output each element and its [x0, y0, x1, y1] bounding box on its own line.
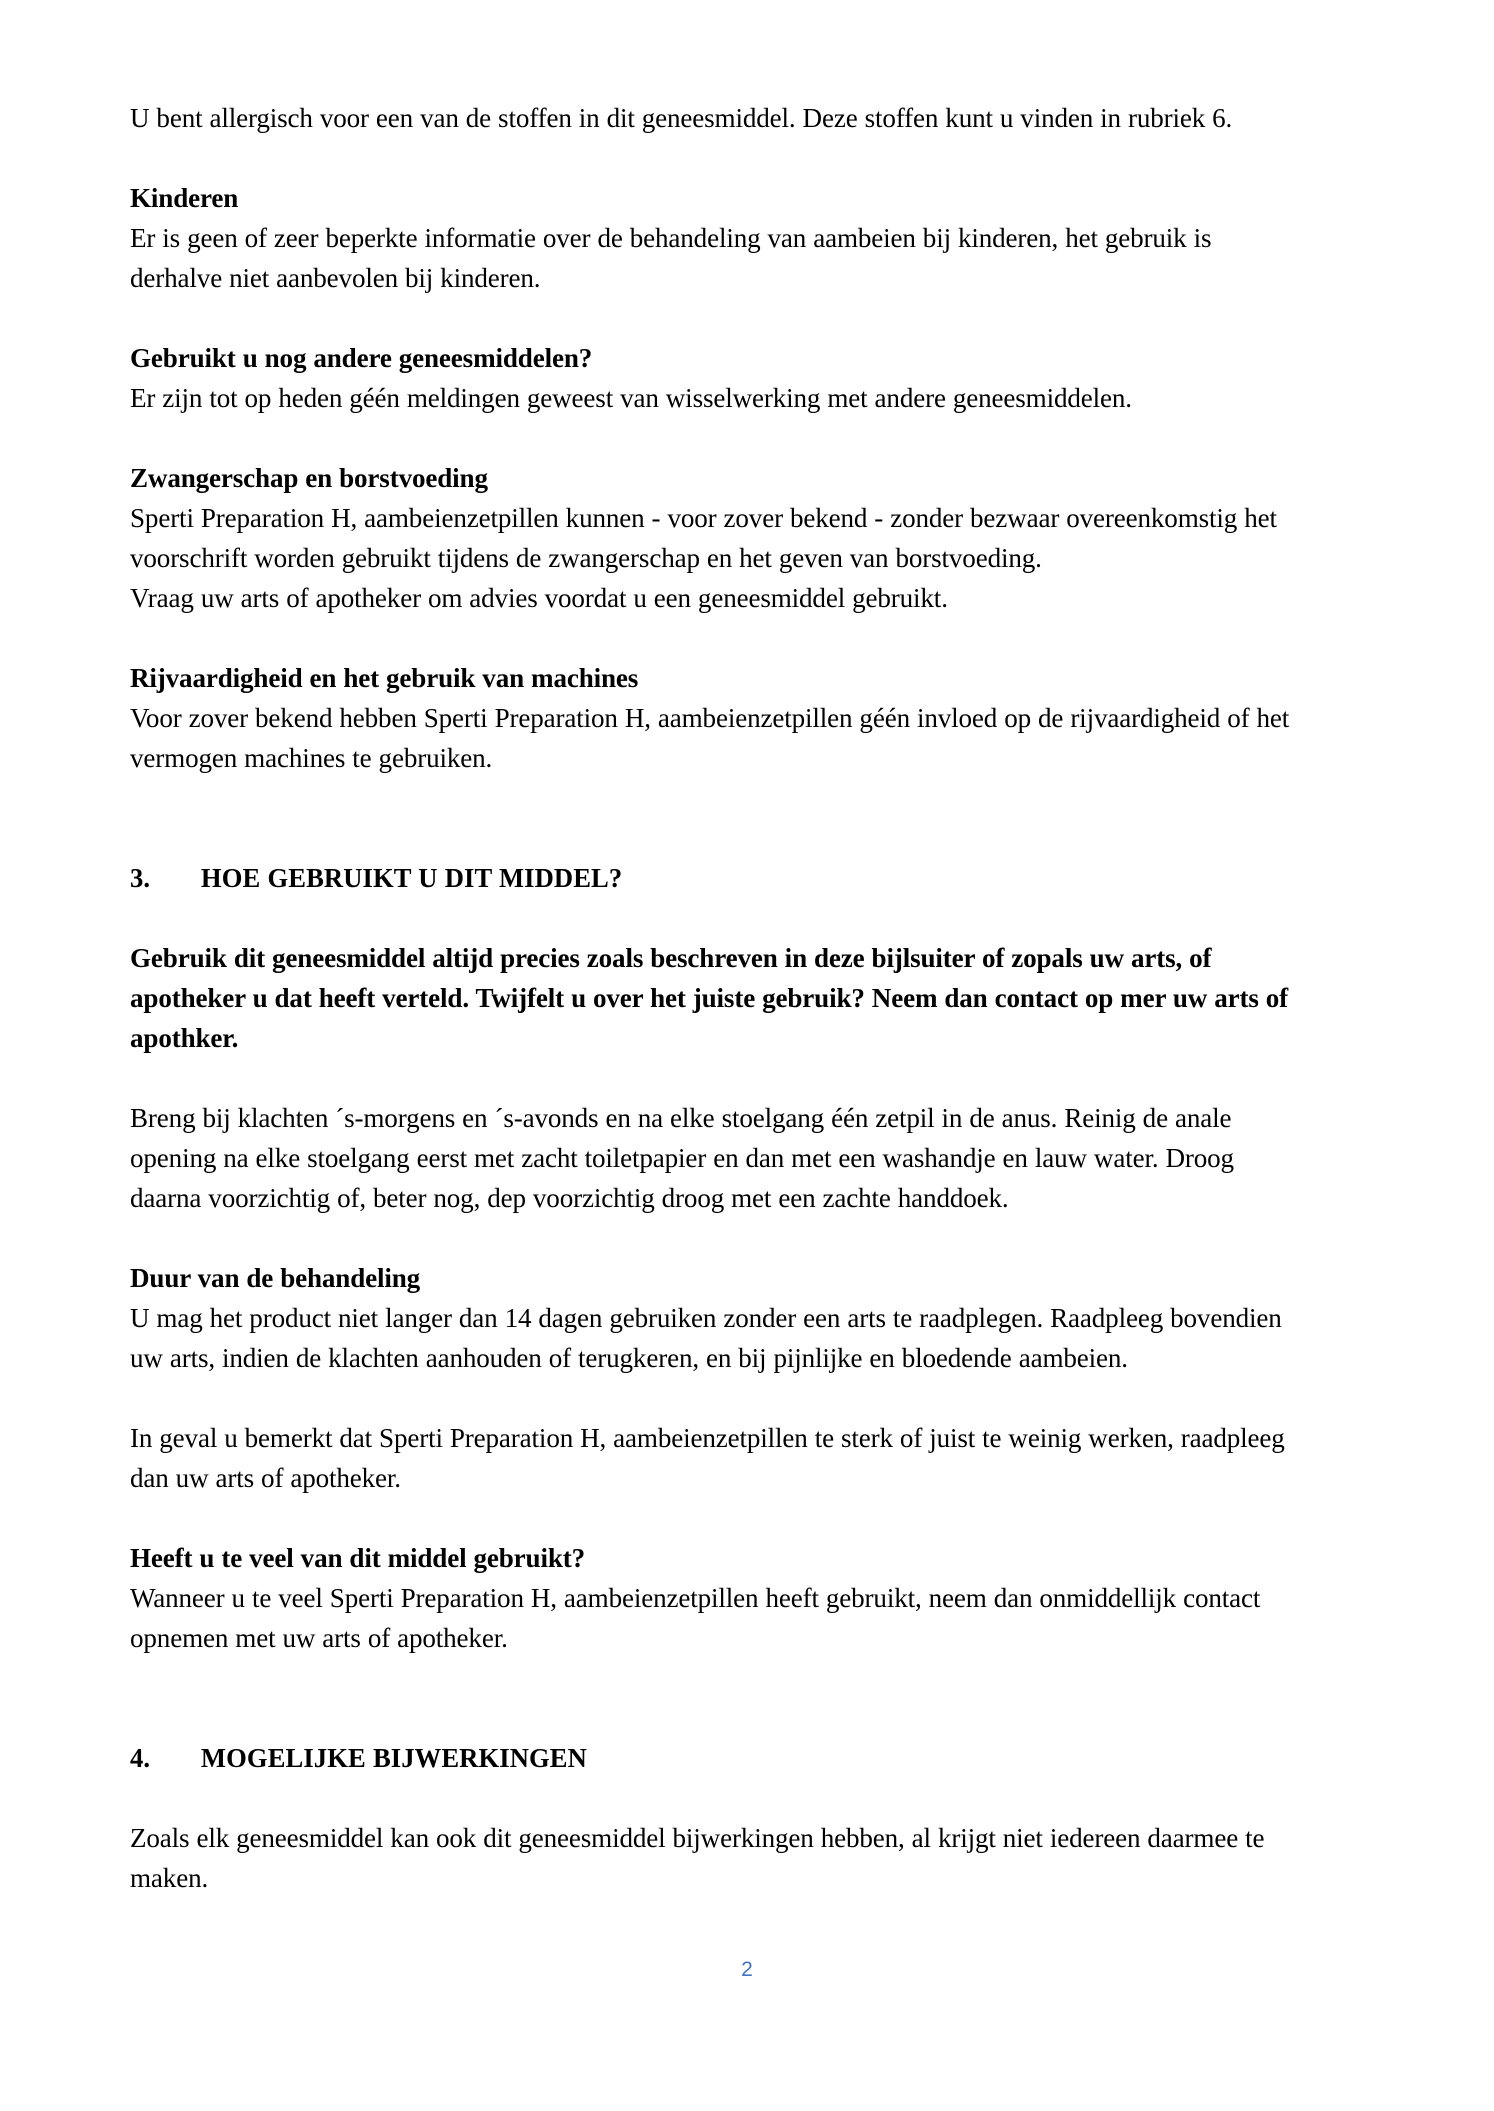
- subheading-kinderen: Kinderen: [130, 182, 239, 213]
- page-number: 2: [741, 1958, 753, 1981]
- paragraph-teveel-gebruikt: Wanneer u te veel Sperti Preparation H, aambeienzetpillen heeft gebruikt, neem dan onmiddellijk contact opnemen met uw arts of apotheker.: [130, 1582, 1261, 1653]
- subheading-duur-behandeling: Duur van de behandeling: [130, 1262, 421, 1293]
- subheading-teveel-gebruikt: Heeft u te veel van dit middel gebruikt?: [130, 1542, 586, 1573]
- spacer: [130, 1658, 1315, 1738]
- spacer: [130, 1378, 1315, 1418]
- subheading-andere-geneesmiddelen: Gebruikt u nog andere geneesmiddelen?: [130, 342, 593, 373]
- paragraph-allergy-note: U bent allergisch voor een van de stoffen in dit geneesmiddel. Deze stoffen kunt u vinden in rubriek 6.: [130, 102, 1233, 133]
- spacer: [130, 1498, 1315, 1538]
- section-heading-4: [130, 1738, 1297, 1778]
- spacer: [130, 298, 1315, 338]
- spacer: [130, 1058, 1315, 1098]
- spacer: [130, 1218, 1315, 1258]
- paragraph-duur-behandeling: U mag het product niet langer dan 14 dagen gebruiken zonder een arts te raadplegen. Raadpleeg bovendien uw arts, indien de klachten aanhouden of terugkeren, en bij pijnlijke en bloedende aambeien.: [130, 1302, 1282, 1373]
- section-number-4: 4.: [130, 1743, 151, 1773]
- paragraph-section-3-intro: Gebruik dit geneesmiddel altijd precies zoals beschreven in deze bijlsuiter of zopals uw arts, of apotheker u dat heeft verteld. Twijfelt u over het juiste gebruik? Neem dan contact op mer uw arts of apothker.: [130, 942, 1289, 1053]
- paragraph-andere-geneesmiddelen: Er zijn tot op heden géén meldingen geweest van wisselwerking met andere geneesmiddelen.: [130, 382, 1132, 413]
- paragraph-toepassing: Breng bij klachten ´s-morgens en ´s-avonds en na elke stoelgang één zetpil in de anus. Reinig de anale opening na elke stoelgang eerst met zacht toiletpapier en dan met een washandje en lauw water. Droog daarna voorzichtig of, beter nog, dep voorzichtig droog met een zachte handdoek.: [130, 1102, 1234, 1213]
- spacer: [130, 1778, 1315, 1818]
- section-title-4: MOGELIJKE BIJWERKINGEN: [200, 1743, 587, 1773]
- subheading-zwangerschap: Zwangerschap en borstvoeding: [130, 462, 488, 493]
- paragraph-kinderen: Er is geen of zeer beperkte informatie over de behandeling van aambeien bij kinderen, het gebruik is derhalve niet aanbevolen bij kinderen.: [130, 222, 1212, 293]
- section-number-3: 3.: [130, 863, 151, 893]
- spacer: [130, 898, 1315, 938]
- spacer: [130, 418, 1315, 458]
- section-heading-3: [130, 858, 1297, 898]
- paragraph-zwangerschap-2: Vraag uw arts of apotheker om advies voordat u een geneesmiddel gebruikt.: [130, 582, 948, 613]
- paragraph-rijvaardigheid: Voor zover bekend hebben Sperti Preparation H, aambeienzetpillen géén invloed op de rijvaardigheid of het vermogen machines te gebruiken.: [130, 702, 1290, 773]
- subheading-rijvaardigheid: Rijvaardigheid en het gebruik van machines: [130, 662, 639, 693]
- spacer: [130, 138, 1315, 178]
- paragraph-section-4-intro: Zoals elk geneesmiddel kan ook dit geneesmiddel bijwerkingen hebben, al krijgt niet iedereen daarmee te maken.: [130, 1822, 1265, 1893]
- spacer: [130, 618, 1315, 658]
- page-content: [130, 98, 1315, 1898]
- spacer: [130, 778, 1315, 858]
- section-title-3: HOE GEBRUIKT U DIT MIDDEL?: [200, 863, 623, 893]
- paragraph-zwangerschap-1: Sperti Preparation H, aambeienzetpillen kunnen - voor zover bekend - zonder bezwaar overeenkomstig het voorschrift worden gebruikt tijdens de zwangerschap en het geven van borstvoeding.: [130, 502, 1277, 573]
- paragraph-sterk-of-weinig: In geval u bemerkt dat Sperti Preparation H, aambeienzetpillen te sterk of juist te weinig werken, raadpleeg dan uw arts of apotheker.: [130, 1422, 1285, 1493]
